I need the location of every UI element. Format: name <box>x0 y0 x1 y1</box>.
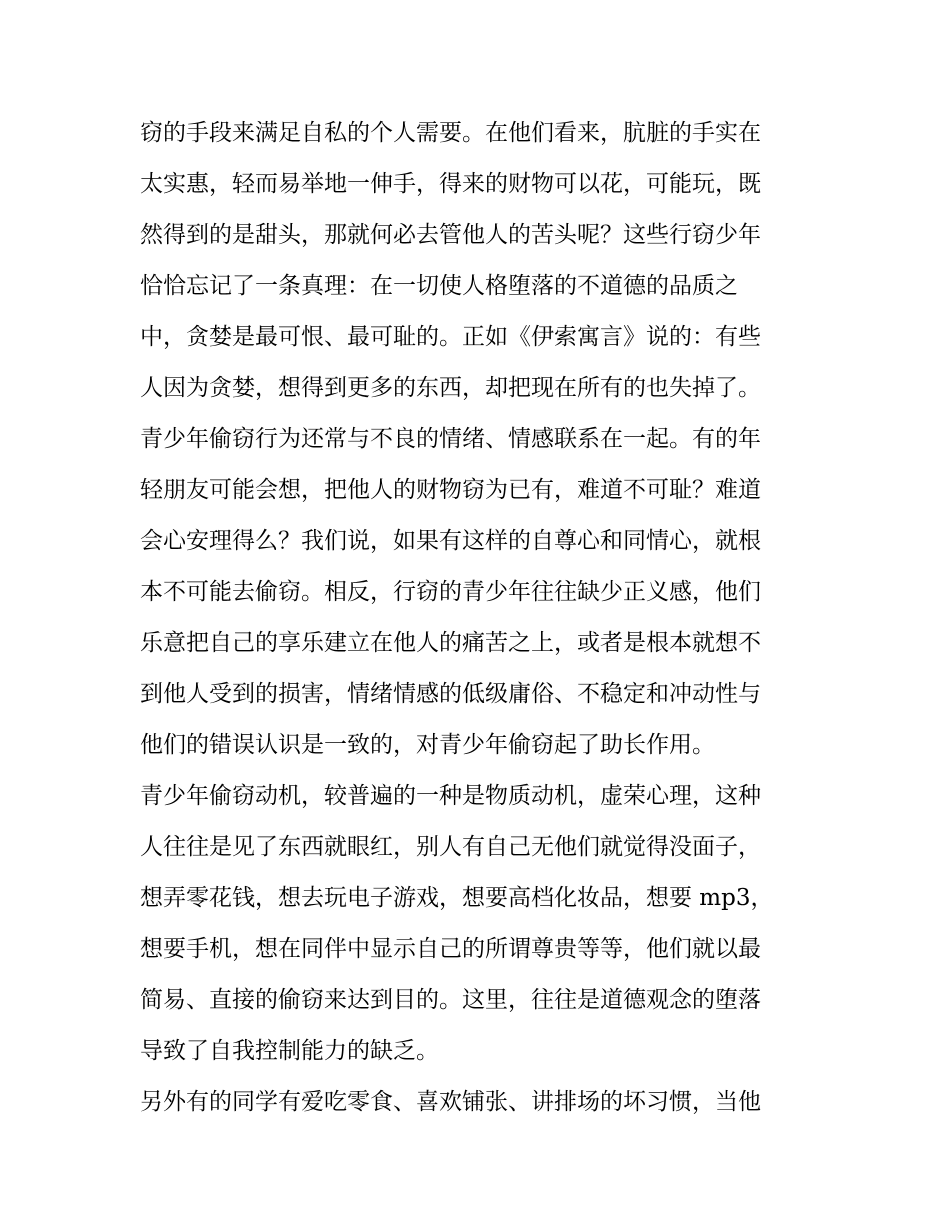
text-line-16: 想弄零花钱，想去玩电子游戏，想要高档化妆品，想要 mp3， <box>140 885 774 911</box>
text-line-20: 另外有的同学有爱吃零食、喜欢铺张、讲排场的坏习惯，当他 <box>140 1089 761 1115</box>
text-line-9: 会心安理得么？我们说，如果有这样的自尊心和同情心，就根 <box>140 528 761 554</box>
text-line-13: 他们的错误认识是一致的，对青少年偷窃起了助长作用。 <box>140 732 715 758</box>
text-line-2: 太实惠，轻而易举地一伸手，得来的财物可以花，可能玩，既 <box>140 171 761 197</box>
body-text <box>140 108 820 1128</box>
text-line-17: 想要手机，想在同伴中显示自己的所谓尊贵等等，他们就以最 <box>140 936 761 962</box>
text-line-18: 简易、直接的偷窃来达到目的。这里，往往是道德观念的堕落 <box>140 987 761 1013</box>
text-line-11: 乐意把自己的享乐建立在他人的痛苦之上，或者是根本就想不 <box>140 630 761 656</box>
text-line-19: 导致了自我控制能力的缺乏。 <box>140 1038 439 1064</box>
text-line-4: 恰恰忘记了一条真理：在一切使人格堕落的不道德的品质之 <box>140 273 738 299</box>
text-line-10: 本不可能去偷窃。相反，行窃的青少年往往缺少正义感，他们 <box>140 579 761 605</box>
text-line-6: 人因为贪婪，想得到更多的东西，却把现在所有的也失掉了。 <box>140 375 761 401</box>
text-line-14: 青少年偷窃动机，较普遍的一种是物质动机，虚荣心理，这种 <box>140 783 761 809</box>
text-line-3: 然得到的是甜头，那就何必去管他人的苦头呢？这些行窃少年 <box>140 222 761 248</box>
text-line-7: 青少年偷窃行为还常与不良的情绪、情感联系在一起。有的年 <box>140 426 761 452</box>
text-line-12: 到他人受到的损害，情绪情感的低级庸俗、不稳定和冲动性与 <box>140 681 761 707</box>
text-line-8: 轻朋友可能会想，把他人的财物窃为已有，难道不可耻？难道 <box>140 477 761 503</box>
text-line-15: 人往往是见了东西就眼红，别人有自己无他们就觉得没面子， <box>140 834 761 860</box>
text-line-5: 中，贪婪是最可恨、最可耻的。正如《伊索寓言》说的：有些 <box>140 324 761 350</box>
text-line-1: 窃的手段来满足自私的个人需要。在他们看来，肮脏的手实在 <box>140 120 761 146</box>
